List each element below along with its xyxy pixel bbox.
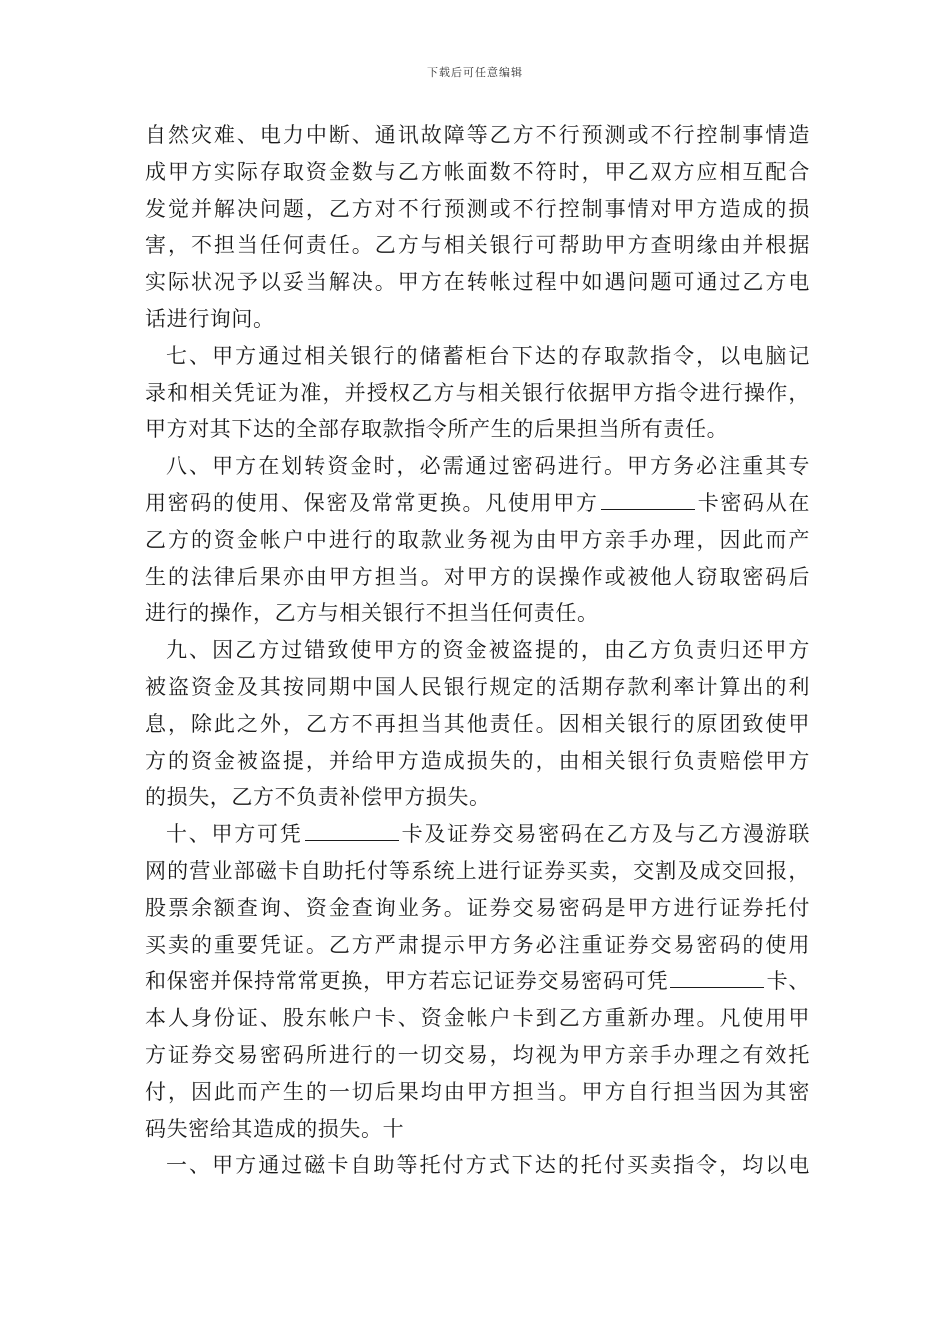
paragraph-line-with-blank xyxy=(145,816,810,853)
paragraph-line: 被盗资金及其按同期中国人民银行规定的活期存款利率计算出的利 xyxy=(145,674,810,699)
document-body xyxy=(145,117,810,1184)
paragraph-line: 一、甲方通过磁卡自助等托付方式下达的托付买卖指令，均以电 xyxy=(166,1153,810,1178)
paragraph-line: 方证券交易密码所进行的一切交易，均视为甲方亲手办理之有效托 xyxy=(145,1042,810,1067)
paragraph-line: 八、甲方在划转资金时，必需通过密码进行。甲方务必注重其专 xyxy=(166,454,810,479)
text-segment: 卡、 xyxy=(766,969,810,994)
paragraph-line: 乙方的资金帐户中进行的取款业务视为由甲方亲手办理，因此而产 xyxy=(145,527,810,552)
paragraph-line: 买卖的重要凭证。乙方严肃提示甲方务必注重证券交易密码的使用 xyxy=(145,932,810,957)
text-segment: 和保密并保持常常更换，甲方若忘记证券交易密码可凭 xyxy=(145,969,669,994)
paragraph-line: 网的营业部磁卡自助托付等系统上进行证券买卖，交割及成交回报， xyxy=(145,858,810,883)
paragraph-line: 七、甲方通过相关银行的储蓄柜台下达的存取款指令，以电脑记 xyxy=(166,343,810,368)
paragraph-line-with-blank xyxy=(145,485,810,522)
paragraph-line: 进行的操作，乙方与相关银行不担当任何责任。 xyxy=(145,601,599,626)
paragraph-line: 息，除此之外，乙方不再担当其他责任。因相关银行的原团致使甲 xyxy=(145,711,810,736)
fill-in-blank xyxy=(305,820,399,841)
paragraph-line: 成甲方实际存取资金数与乙方帐面数不符时，甲乙双方应相互配合 xyxy=(145,159,810,184)
paragraph-line: 股票余额查询、资金查询业务。证券交易密码是甲方进行证券托付 xyxy=(145,895,810,920)
paragraph-line-with-blank xyxy=(145,963,810,1000)
text-segment: 十、甲方可凭 xyxy=(166,822,303,847)
paragraph-line: 甲方对其下达的全部存取款指令所产生的后果担当所有责任。 xyxy=(145,417,729,442)
fill-in-blank xyxy=(670,967,764,988)
fill-in-blank xyxy=(601,489,695,510)
paragraph-line: 自然灾难、电力中断、通讯故障等乙方不行预测或不行控制事情造 xyxy=(145,123,810,147)
paragraph-line: 生的法律后果亦由甲方担当。对甲方的误操作或被他人窃取密码后 xyxy=(145,564,810,589)
paragraph-line: 码失密给其造成的损失。十 xyxy=(145,1116,405,1141)
paragraph-line: 的损失，乙方不负责补偿甲方损失。 xyxy=(145,785,491,810)
paragraph-line: 付，因此而产生的一切后果均由甲方担当。甲方自行担当因为其密 xyxy=(145,1079,810,1104)
text-segment: 用密码的使用、保密及常常更换。凡使用甲方 xyxy=(145,490,599,515)
paragraph-line: 本人身份证、股东帐户卡、资金帐户卡到乙方重新办理。凡使用甲 xyxy=(145,1006,810,1031)
paragraph-line: 话进行询问。 xyxy=(145,306,275,331)
paragraph-line: 九、因乙方过错致使甲方的资金被盗提的，由乙方负责归还甲方 xyxy=(166,638,810,663)
page-header-note: 下载后可任意编辑 xyxy=(427,66,523,79)
paragraph-line: 方的资金被盗提，并给甲方造成损失的，由相关银行负责赔偿甲方 xyxy=(145,748,810,773)
paragraph-line: 害，不担当任何责任。乙方与相关银行可帮助甲方查明缘由并根据 xyxy=(145,233,810,258)
paragraph-line: 实际状况予以妥当解决。甲方在转帐过程中如遇问题可通过乙方电 xyxy=(145,270,810,295)
paragraph-line: 发觉并解决问题，乙方对不行预测或不行控制事情对甲方造成的损 xyxy=(145,196,810,221)
text-segment: 卡及证券交易密码在乙方及与乙方漫游联 xyxy=(400,822,810,847)
text-segment: 卡密码从在 xyxy=(696,490,811,515)
paragraph-line: 录和相关凭证为准，并授权乙方与相关银行依据甲方指令进行操作， xyxy=(145,380,810,405)
